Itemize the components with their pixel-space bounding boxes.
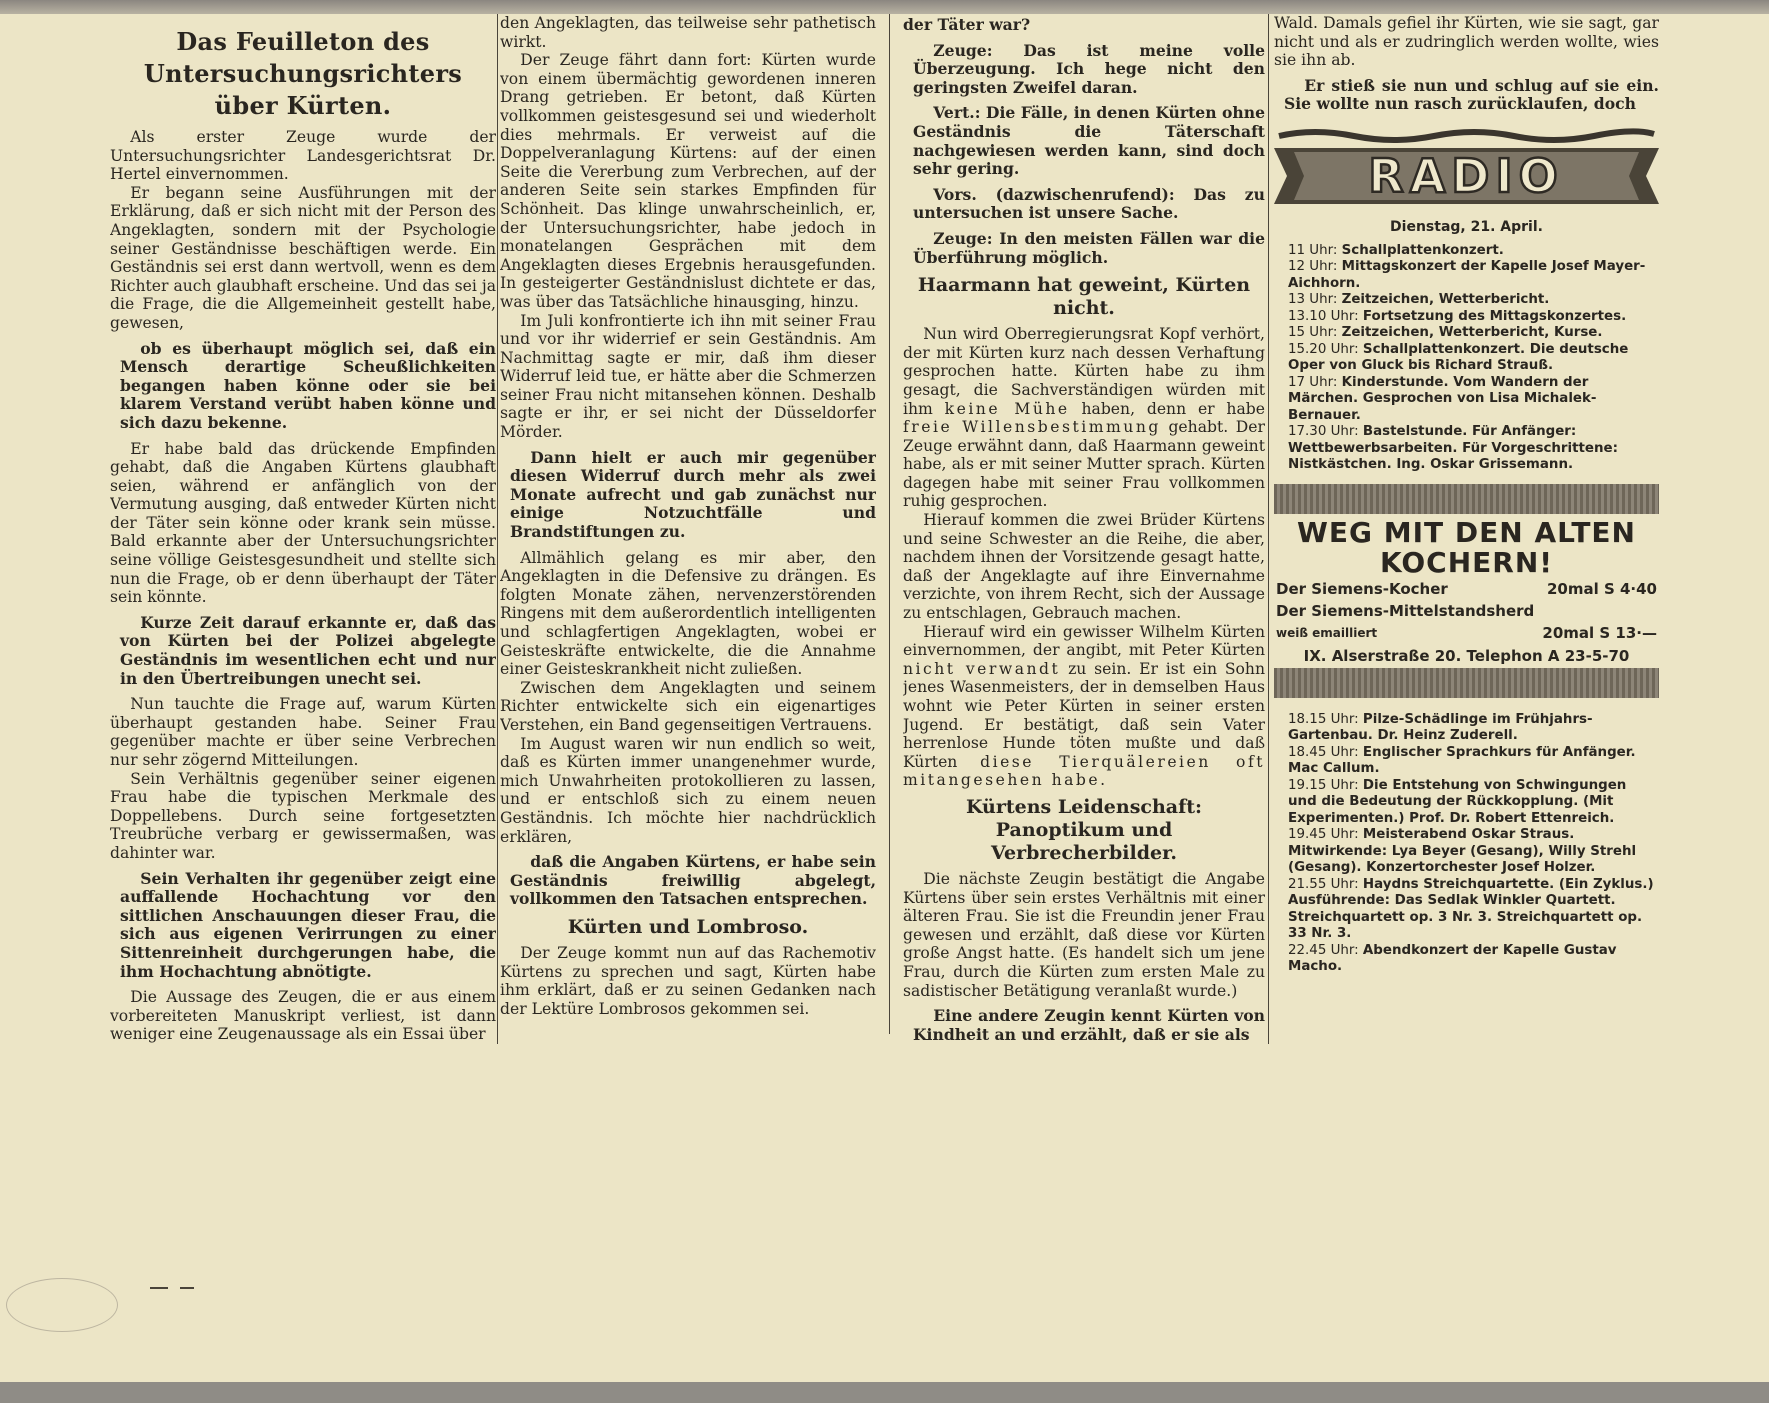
program-time: 22.45 Uhr: (1288, 942, 1363, 958)
paragraph: Der Zeuge fährt dann fort: Kürten wurde von einem übermächtig gewordenen inneren Drang getrieben. Er betont, daß Kürten vollkommen geistesgesund sei und wiederholt dies mehrmals. Er verweist auf die Doppelveranlagung Kürtens: auf der einen Seite die Vererbung zum Verbrechen, auf der anderen Seite sein starkes Empfinden für Schönheit. Das klinge unwahrscheinlich, er, der Untersuchungsrichter, habe jedoch in monatelangen Gesprächen mit dem Angeklagten dieses Ergebnis herausgefunden. In gesteigerter Geständnislust dichtete er das, was über das Tatsächliche hinausging, hinzu. (500, 51, 876, 311)
radio-title: RADIO (1368, 148, 1564, 203)
paragraph: Wald. Damals gefiel ihr Kürten, wie sie sagt, gar nicht und als er zudringlich werden wollte, wies sie ihn ab. (1274, 14, 1659, 70)
paragraph: Zwischen dem Angeklagten und seinem Richter entwickelte sich ein eigenartiges Verstehen, ein Band gegenseitigen Vertrauens. (500, 678, 876, 734)
siemens-advertisement (1274, 484, 1659, 698)
ad-headline: WEG MIT DEN ALTEN KOCHERN! (1297, 515, 1636, 579)
program-time: 11 Uhr: (1288, 242, 1342, 258)
program-item (1274, 375, 1659, 425)
program-item (1274, 243, 1659, 260)
bold-paragraph: Dann hielt er auch mir gegenüber diesen Widerruf durch mehr als zwei Monate aufrecht und gab zunächst nur einige Notzuchtfälle und Brandstiftungen zu. (510, 447, 876, 542)
spaced-text: freie Willensbestimmung (903, 418, 1161, 437)
section-headline: Haarmann hat geweint, Kürten nicht. (917, 274, 1251, 320)
program-item (1274, 325, 1659, 342)
paragraph: Im August waren wir nun endlich so weit, daß es Kürten immer unangenehmer wurde, mich Unwahrheiten protokollieren zu lassen, und er entschloß sich zu einem neuen Geständnis. Ich möchte hier nachdrücklich erklären, (500, 734, 876, 846)
spaced-text: keine Mühe (944, 399, 1070, 418)
program-title: Fortsetzung des Mittagskonzertes. (1362, 308, 1627, 324)
bold-paragraph: Vors. (dazwischenrufend): Das zu untersuchen ist unsere Sache. (913, 184, 1265, 223)
article-headline: Das Feuilleton des Untersuchungsrichters über Kürten. (143, 27, 463, 120)
column-rule (497, 14, 498, 1044)
bold-paragraph: daß die Angaben Kürtens, er habe sein Geständnis freiwillig abgelegt, vollkommen den Tatsachen entsprechen. (510, 852, 876, 909)
column-rule (889, 14, 890, 1034)
bold-paragraph: ob es überhaupt möglich sei, daß ein Mensch derartige Scheußlichkeiten begangen haben könne oder sie bei klarem Verstand verübt haben könne und sich dazu bekenne. (120, 338, 496, 432)
program-item (1274, 877, 1659, 943)
program-time: 13 Uhr: (1288, 292, 1342, 308)
program-time: 17 Uhr: (1288, 374, 1342, 390)
program-item (1274, 712, 1659, 745)
program-item (1274, 309, 1659, 326)
program-list-a (1274, 243, 1659, 474)
program-time: 21.55 Uhr: (1288, 876, 1363, 892)
archive-stamp (6, 1278, 118, 1332)
decorative-dash (180, 1287, 194, 1289)
program-title: Zeitzeichen, Wetterbericht, Kurse. (1341, 325, 1603, 341)
paragraph: Er habe bald das drückende Empfinden gehabt, daß die Angaben Kürtens glaubhaft seien, während er anfänglich von der Vermutung ausging, daß entweder Kürten nicht der Täter sein könne oder krank sein müsse. Bald erkannte aber der Untersuchungsrichter seine völlige Geistesgesundheit und stellte sich nun die Frage, ob er denn überhaupt der Täter sein könnte. (110, 439, 496, 607)
section-headline: Kürten und Lombroso. (567, 915, 809, 938)
program-title: Zeitzeichen, Wetterbericht. (1341, 292, 1550, 308)
paragraph: Er begann seine Ausführungen mit der Erklärung, daß er sich nicht mit der Person des Angeklagten, sondern mit der Psychologie seiner Geständnisse beschäftigen werde. Ein Geständnis sei erst dann wertvoll, wenn es dem Richter auch glaubhaft erscheine. Und das sei ja die Frage, die die Allgemeinheit gestellt habe, gewesen, (110, 183, 496, 332)
ad-address: IX. Alserstraße 20. Telephon A 23-5-70 (1303, 646, 1630, 665)
program-title: Die Entstehung von Schwingungen und die Bedeutung der Rückkopplung. (Mit Experimenten.) Prof. Dr. Robert Ettenreich. (1288, 777, 1627, 826)
program-item (1274, 424, 1659, 474)
program-title: Bastelstunde. Für Anfänger: Wettbewerbsarbeiten. Für Vorgeschrittene: Nistkästchen. Ing. Oskar Grissemann. (1288, 424, 1618, 473)
program-item (1274, 943, 1659, 976)
ad-line (1274, 622, 1659, 644)
program-time: 18.15 Uhr: (1288, 711, 1363, 727)
ad-product: Der Siemens-Kocher (1276, 579, 1448, 598)
paragraph: Nun tauchte die Frage auf, warum Kürten überhaupt gestanden habe. Seiner Frau gegenüber machte er über seine Verbrechen nur sehr zögernd Mitteilungen. (110, 695, 496, 769)
spaced-text: diese Tierquälereien oft mitangesehen habe. (903, 752, 1265, 790)
program-time: 19.15 Uhr: (1288, 777, 1363, 793)
text-run: Hierauf wird ein gewisser Wilhelm Kürten einvernommen, der angibt, mit Peter Kürten (903, 622, 1265, 660)
section-headline: Kürtens Leidenschaft: Panoptikum und Verbrecherbilder. (965, 795, 1203, 864)
paragraph (903, 623, 1265, 790)
program-time: 18.45 Uhr: (1288, 744, 1363, 760)
ad-price: 20mal S 13·— (1542, 623, 1657, 642)
program-time: 12 Uhr: (1288, 259, 1342, 275)
decorative-dash (150, 1287, 168, 1289)
program-item (1274, 259, 1659, 292)
bold-paragraph: Zeuge: Das ist meine volle Überzeugung. Ich hege nicht den geringsten Zweifel daran. (913, 40, 1265, 97)
program-title: Pilze-Schädlinge im Frühjahrs-Gartenbau. Dr. Heinz Zuderell. (1288, 711, 1593, 744)
column-rule (1268, 14, 1269, 1044)
program-item (1274, 778, 1659, 828)
text-run: haben, denn er habe (1081, 399, 1265, 418)
column-3 (903, 14, 1265, 1051)
paragraph: Allmählich gelang es mir aber, den Angeklagten in die Defensive zu drängen. Es folgten Monate zähen, nervenzerstörenden Ringens mit dem außerordentlich intelligenten und schlagfertigen Angeklagten, wobei er Geisteskräfte entwickelte, die die Annahme einer Geisteskrankheit nicht zuließen. (500, 548, 876, 679)
radio-date: Dienstag, 21. April. (1390, 218, 1543, 235)
ad-note: weiß emailliert (1276, 625, 1378, 640)
program-title: Kinderstunde. Vom Wandern der Märchen. Gesprochen von Lisa Michalek-Bernauer. (1288, 374, 1597, 423)
bold-paragraph: Vert.: Die Fälle, in denen Kürten ohne Geständnis die Täterschaft nachgewiesen werden kann, sind doch sehr gering. (913, 103, 1265, 179)
program-title: Mittagskonzert der Kapelle Josef Mayer-Aichhorn. (1288, 259, 1646, 291)
program-time: 15.20 Uhr: (1288, 341, 1363, 357)
ad-top-bar (1274, 484, 1659, 514)
radio-banner-graphic (1274, 126, 1659, 212)
program-title: Englischer Sprachkurs für Anfänger. Mac Callum. (1288, 744, 1636, 777)
scan-bottom-edge (0, 1382, 1769, 1403)
bold-paragraph: Zeuge: In den meisten Fällen war die Überführung möglich. (913, 228, 1265, 267)
ad-line (1274, 578, 1659, 600)
program-time: 19.45 Uhr: (1288, 827, 1363, 843)
column-4 (1274, 14, 1659, 976)
text-run: Nun wird Oberregierungsrat Kopf verhört, der mit Kürten kurz nach dessen Verhaftung gesprochen hatte. Kürten habe zu ihm gesagt, die Sachverständigen würden mit ihm (903, 325, 1265, 418)
bold-paragraph: Eine andere Zeugin kennt Kürten von Kindheit an und erzählt, daß er sie als (913, 1006, 1265, 1044)
program-list-b (1274, 712, 1659, 976)
ad-bottom-bar (1274, 668, 1659, 698)
program-item (1274, 292, 1659, 309)
program-time: 13.10 Uhr: (1288, 308, 1363, 324)
program-item (1274, 342, 1659, 375)
program-title: Haydns Streichquartette. (Ein Zyklus.) Ausführende: Das Sedlak Winkler Quartett. Streichquartett op. 3 Nr. 3. Streichquartett op. 33 Nr. 3. (1288, 876, 1654, 942)
paragraph: den Angeklagten, das teilweise sehr pathetisch wirkt. (500, 14, 876, 51)
ad-product: Der Siemens-Mittelstandsherd (1276, 601, 1535, 620)
program-item (1274, 827, 1659, 877)
text-run: gehabt. Der Zeuge erwähnt dann, daß Haarmann geweint habe, als er mit seiner Mutter sprach. Kürten dagegen habe mit seiner Frau vollkommen ruhig gesprochen. (903, 418, 1265, 511)
bold-paragraph: Er stieß sie nun und schlug auf sie ein. Sie wollte nun rasch zurücklaufen, doch (1284, 75, 1659, 114)
radio-banner (1274, 126, 1659, 212)
paragraph: Als erster Zeuge wurde der Untersuchungsrichter Landesgerichtsrat Dr. Hertel einvernommen. (110, 128, 496, 184)
bold-paragraph: der Täter war? (903, 15, 1031, 34)
program-title: Schallplattenkonzert. (1341, 242, 1504, 258)
program-title: Schallplattenkonzert. Die deutsche Oper von Gluck bis Richard Strauß. (1288, 341, 1629, 374)
text-run: zu sein. Er ist ein Sohn jenes Wasenmeisters, der in demselben Haus wohnt wie Peter Kürten in seiner ersten Jugend. Er bestätigt, daß sein Vater herrenlose Hunde töten mußte und daß Kürten (903, 659, 1265, 771)
bold-paragraph: Kurze Zeit darauf erkannte er, daß das von Kürten bei der Polizei abgelegte Geständnis im wesentlichen echt und nur in den Übertreibungen unecht sei. (120, 612, 496, 688)
bold-paragraph: Sein Verhalten ihr gegenüber zeigt eine auffallende Hochachtung vor den sittlichen Anschauungen dieser Frau, die sich aus eigenen Verirrungen zu einer Sittenreinheit durchgerungen habe, die ihm Hochachtung abnötigte. (120, 868, 496, 981)
paragraph: Die nächste Zeugin bestätigt die Angabe Kürtens über sein erstes Verhältnis mit einer älteren Frau. Sie ist die Freundin jener Frau gewesen und erzählt, daß diese vor Kürten große Angst hatte. (Es handelt sich um jene Frau, durch die Kürten zum ersten Male zu sadistischer Betätigung veranlaßt wurde.) (903, 869, 1265, 1000)
ad-price: 20mal S 4·40 (1546, 579, 1657, 598)
paragraph (903, 325, 1265, 511)
paragraph: Die Aussage des Zeugen, die er aus einem vorbereiteten Manuskript verliest, ist dann weniger eine Zeugenaussage als ein Essai über (110, 988, 496, 1044)
spaced-text: nicht verwandt (903, 659, 1061, 678)
program-item (1274, 745, 1659, 778)
scan-top-edge (0, 0, 1769, 14)
ad-line (1274, 600, 1659, 622)
program-title: Abendkonzert der Kapelle Gustav Macho. (1288, 942, 1617, 975)
column-2 (500, 14, 876, 1018)
program-title: Meisterabend Oskar Straus. Mitwirkende: Lya Beyer (Gesang), Willy Strehl (Gesang). Konzertorchester Josef Holzer. (1288, 827, 1637, 876)
column-1 (110, 14, 496, 1044)
paragraph: Der Zeuge kommt nun auf das Rachemotiv Kürtens zu sprechen und sagt, Kürten habe ihm erklärt, daß er zu seinen Gedanken nach der Lektüre Lombrosos gekommen sei. (500, 943, 876, 1018)
paragraph: Hierauf kommen die zwei Brüder Kürtens und seine Schwester an die Reihe, die aber, nachdem ihnen der Vorsitzende gesagt hatte, daß der Angeklagte auf ihre Einvernahme verzichte, von ihrem Recht, sich der Aussage zu entschlagen, Gebrauch machen. (903, 511, 1265, 623)
paragraph: Im Juli konfrontierte ich ihn mit seiner Frau und vor ihr widerrief er sein Geständnis. Am Nachmittag sagte er mir, daß ihm dieser Widerruf leid tue, er hätte aber die Schmerzen seiner Frau nicht mitansehen können. Deshalb sagte er ihr, er sei nicht der Düsseldorfer Mörder. (500, 311, 876, 442)
program-time: 17.30 Uhr: (1288, 424, 1363, 440)
paragraph: Sein Verhältnis gegenüber seiner eigenen Frau habe die typischen Merkmale des Doppellebens. Durch seine fortgesetzten Treubrüche verbarg er gewissermaßen, was dahinter war. (110, 769, 496, 862)
program-time: 15 Uhr: (1288, 325, 1342, 341)
